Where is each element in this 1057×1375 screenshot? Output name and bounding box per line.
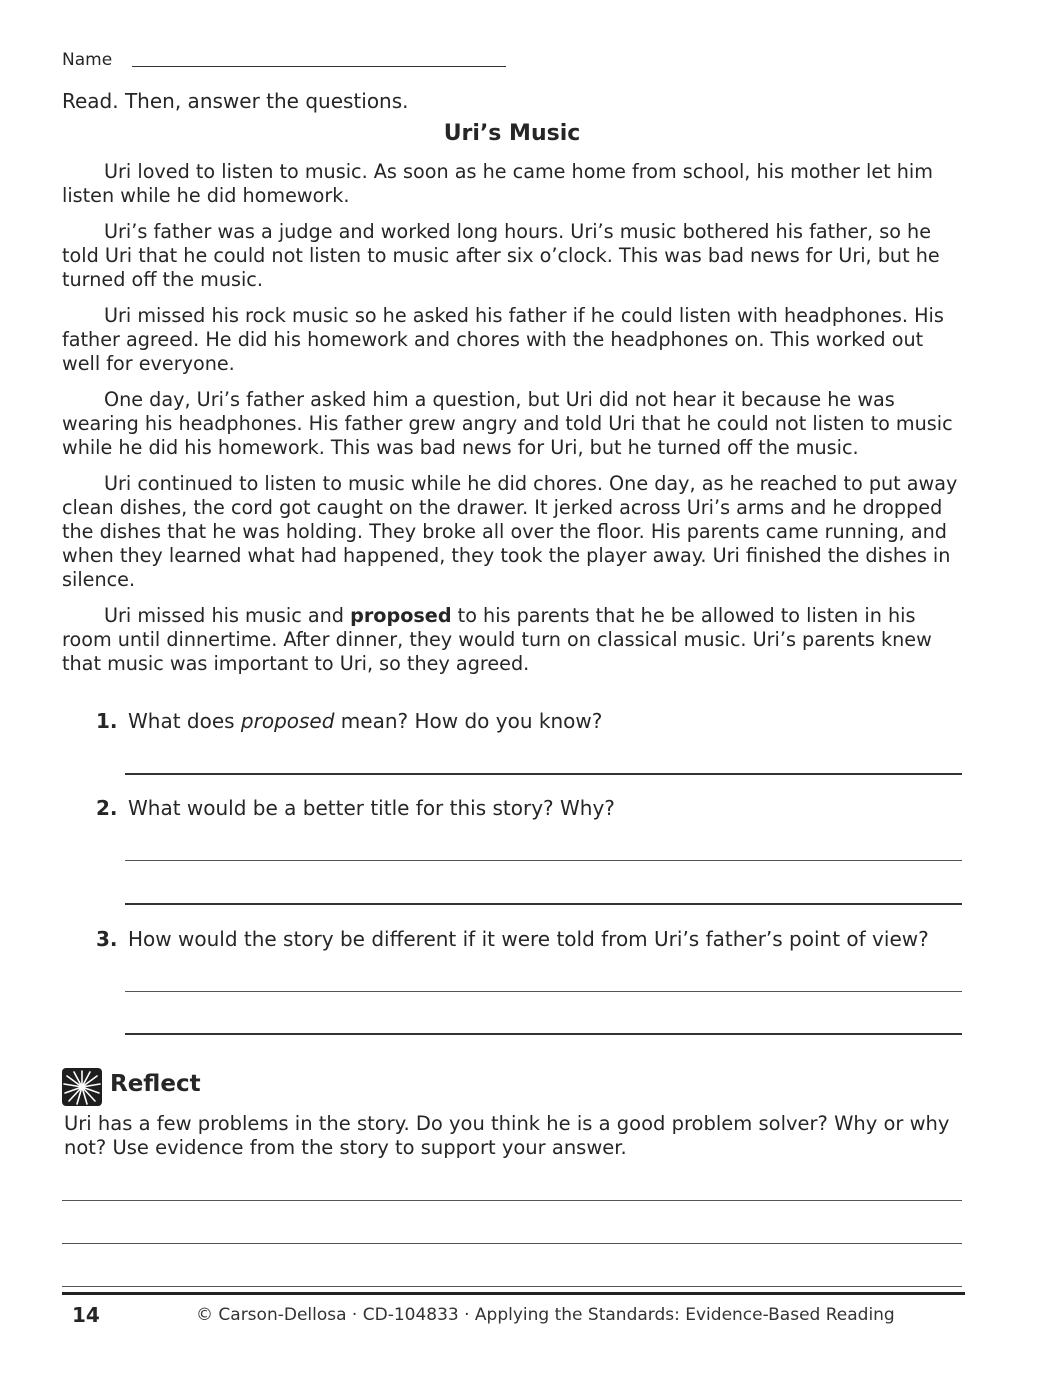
name-label: Name [62, 50, 113, 70]
story-paragraph: Uri loved to listen to music. As soon as he came home from school, his mother let him listen while he did homework. [62, 160, 933, 207]
question-number: 1. [96, 709, 118, 733]
reflect-prompt: Uri has a few problems in the story. Do you think he is a good problem solver? Why or why not? Use evidence from the story to support your answer. [64, 1112, 950, 1159]
reflect-heading: Reflect [110, 1071, 201, 1097]
question-text: How would the story be different if it were told from Uri’s father’s point of view? [128, 927, 929, 951]
story-paragraph: One day, Uri’s father asked him a question, but Uri did not hear it because he was wearing his headphones. His father grew angry and told Uri that he could not listen to music while he did his homework. This was bad news for Uri, but he turned off the music. [62, 388, 953, 459]
answer-line[interactable] [62, 1243, 962, 1244]
instructions: Read. Then, answer the questions. [62, 89, 409, 113]
story-text [62, 160, 967, 688]
answer-line[interactable] [125, 773, 962, 775]
answer-line[interactable] [125, 903, 962, 905]
answer-line[interactable] [62, 1200, 962, 1201]
answer-line[interactable] [62, 1286, 962, 1287]
footer-credit: © Carson-Dellosa · CD-104833 · Applying the Standards: Evidence-Based Reading [196, 1305, 895, 1325]
question-text [128, 709, 602, 733]
question-keyword: proposed [240, 709, 335, 733]
question-1 [0, 709, 1057, 737]
question-text-segment: What does [128, 709, 235, 733]
story-paragraph: Uri missed his rock music so he asked his father if he could listen with headphones. His father agreed. He did his homework and chores with the headphones on. This worked out well for everyone. [62, 304, 944, 375]
answer-line[interactable] [125, 1033, 962, 1035]
name-field-line[interactable] [132, 66, 506, 67]
page-number: 14 [72, 1303, 100, 1327]
footer-divider [62, 1292, 965, 1295]
question-text: What would be a better title for this story? Why? [128, 796, 615, 820]
starburst-icon [62, 1068, 102, 1106]
story-paragraph [62, 604, 967, 676]
question-number: 3. [96, 927, 118, 951]
question-2 [0, 796, 1057, 824]
story-title: Uri’s Music [443, 121, 581, 146]
story-paragraph: Uri continued to listen to music while he did chores. One day, as he reached to put away clean dishes, the cord got caught on the drawer. It jerked across Uri’s arms and he dropped the dishes that he was holding. They broke all over the floor. His parents came running, and when they learned what had happened, they took the player away. Uri finished the dishes in silence. [62, 472, 958, 591]
story-text-segment: Uri missed his music and [104, 604, 344, 627]
question-text-segment: mean? How do you know? [340, 709, 603, 733]
question-3 [0, 927, 1057, 955]
story-text-segment: to his parents that he be allowed to listen in his room until dinnertime. After dinner, they would turn on classical music. Uri’s parents knew that music was important to Uri, so they agreed. [62, 604, 932, 675]
answer-line[interactable] [125, 991, 962, 992]
question-number: 2. [96, 796, 118, 820]
story-paragraph: Uri’s father was a judge and worked long hours. Uri’s music bothered his father, so he told Uri that he could not listen to music after six o’clock. This was bad news for Uri, but he turned off the music. [62, 220, 940, 291]
vocabulary-word: proposed [350, 604, 452, 627]
answer-line[interactable] [125, 860, 962, 861]
